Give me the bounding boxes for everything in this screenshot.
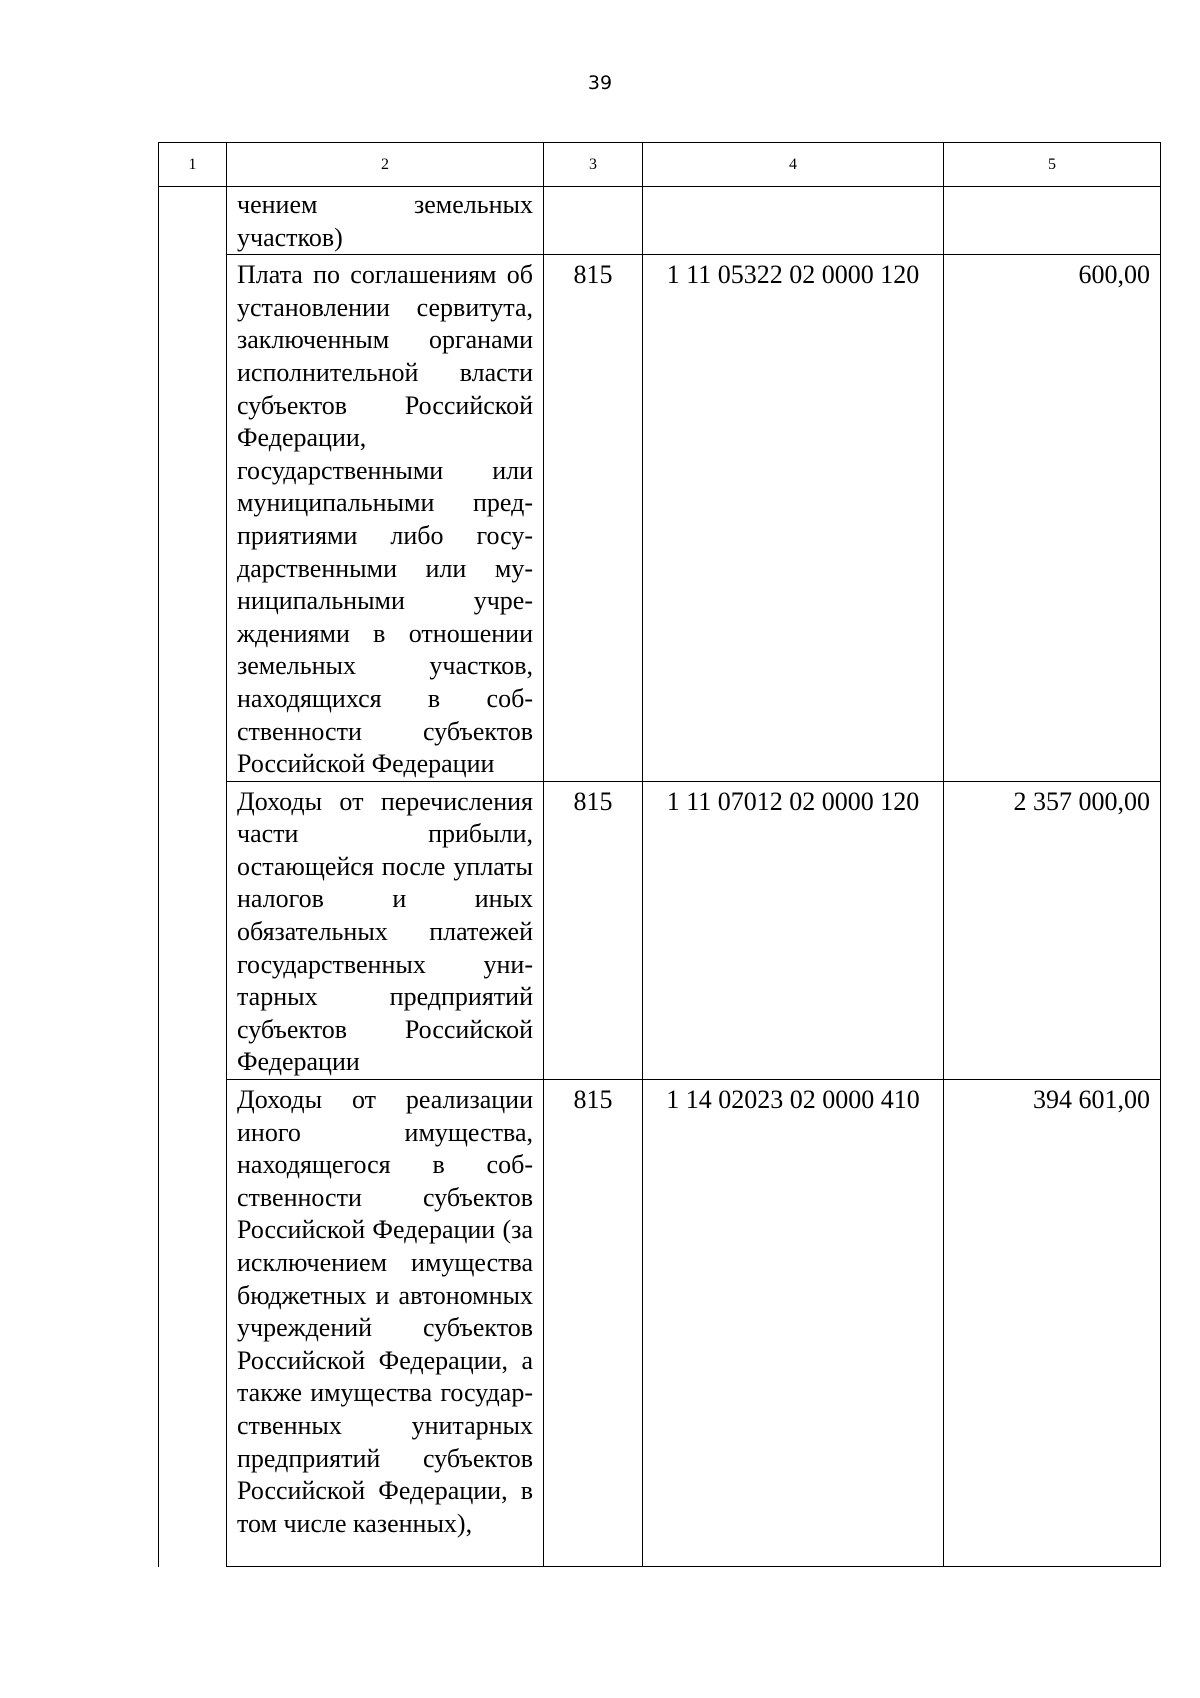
table-row xyxy=(159,187,1161,255)
table-row xyxy=(159,255,1161,782)
row-description: Доходы от реализации иного имущества, находящегося в собственности субъектов Российской Федерации (за исключением имущества бюджетных и автономных учреждений субъектов Российской Федерации, а также имущества государственных унитарных предприятий субъектов Российской Федерации, в том числе казенных), xyxy=(227,1080,544,1567)
row-amount: 394 601,00 xyxy=(944,1080,1161,1567)
row-admin-code xyxy=(544,187,643,255)
row-description: чением земельных участков) xyxy=(227,187,544,255)
row-kbk-code: 1 11 05322 02 0000 120 xyxy=(643,255,944,782)
table-row xyxy=(159,781,1161,1079)
table-row xyxy=(159,1080,1161,1567)
row-kbk-code: 1 11 07012 02 0000 120 xyxy=(643,781,944,1079)
row-amount: 2 357 000,00 xyxy=(944,781,1161,1079)
header-col-1: 1 xyxy=(159,143,227,187)
table-body xyxy=(159,187,1161,1567)
header-col-5: 5 xyxy=(944,143,1161,187)
row-admin-code: 815 xyxy=(544,781,643,1079)
row-amount: 600,00 xyxy=(944,255,1161,782)
row-description: Доходы от перечисления части прибыли, остающейся после уплаты налогов и иных обязательных платежей государственных унитарных предприятий субъектов Российской Федерации xyxy=(227,781,544,1079)
table-header xyxy=(159,143,1161,187)
group-cell xyxy=(159,187,227,1567)
page-number: 39 xyxy=(587,72,613,94)
row-amount xyxy=(944,187,1161,255)
header-col-3: 3 xyxy=(544,143,643,187)
header-col-2: 2 xyxy=(227,143,544,187)
row-kbk-code xyxy=(643,187,944,255)
row-admin-code: 815 xyxy=(544,255,643,782)
row-admin-code: 815 xyxy=(544,1080,643,1567)
header-row xyxy=(159,143,1161,187)
revenue-table xyxy=(158,142,1161,1567)
row-description: Плата по соглашениям об установлении сервитута, заключенным органами исполнительной власти субъектов Российской Федерации, государственными или муниципальными предприятиями либо государственными или муниципальными учреждениями в отношении земельных участков, находящихся в собственности субъектов Российской Федерации xyxy=(227,255,544,782)
header-col-4: 4 xyxy=(643,143,944,187)
row-kbk-code: 1 14 02023 02 0000 410 xyxy=(643,1080,944,1567)
